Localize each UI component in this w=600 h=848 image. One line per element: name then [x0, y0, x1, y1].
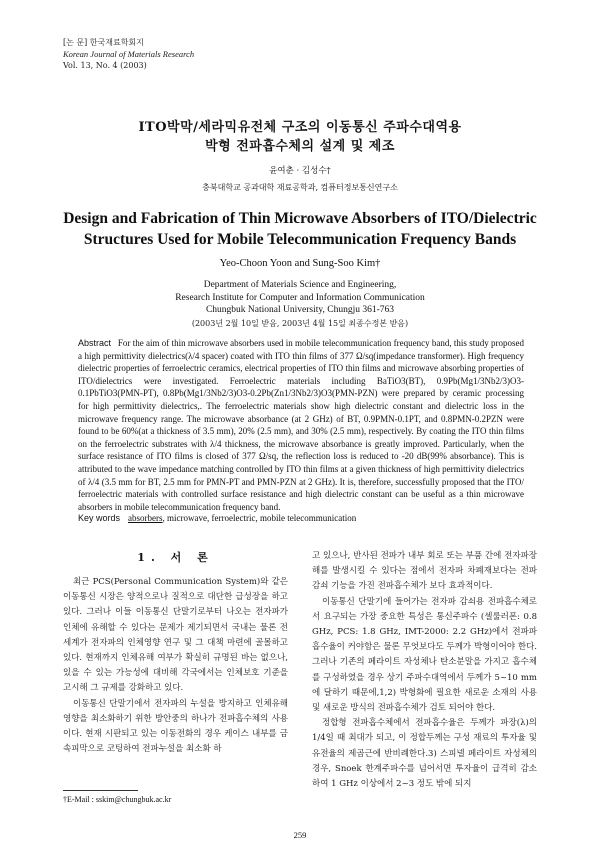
section-heading-introduction: 1. 서 론 [137, 551, 214, 564]
footnote-email: †E-Mail : sskim@chungbuk.ac.kr [63, 795, 172, 804]
left-paragraph-2: 이동통신 단말기에서 전자파의 누설을 방지하고 인체유해 영향을 최소화하기 위한 방안중의 하나가 전파흡수체의 사용이다. 현재 시판되고 있는 이동전화의 경우 케이스 내부를 금속피막으로 코팅하여 전파누설을 최소화 하 [63, 698, 288, 755]
english-authors: Yeo-Choon Yoon and Sung-Soo Kim† [219, 258, 381, 269]
korean-authors: 윤여춘 · 김성수† [269, 166, 331, 176]
korean-affiliation: 충북대학교 공과대학 재료공학과, 컴퓨터정보통신연구소 [202, 183, 398, 192]
journal-header [63, 37, 194, 72]
korean-title-line1: ITO박막/세라믹유전체 구조의 이동통신 주파수대역용 [138, 120, 462, 135]
left-column [63, 575, 288, 757]
keywords [78, 513, 524, 523]
right-paragraph-3: 정합형 전파흡수체에서 전파흡수율은 두께가 파장(λ)의 1/4일 때 최대가 되고, 이 정합두께는 구성 재료의 투자율 및 유전율의 제곱근에 반비례한다.3) 스피넬 페라이트 자성체의 경우, Snoek 한계주파수를 넘어서면 투자율이 급격히 감소하여 1 GHz 이상에서 2~3 정도 밖에 되지 [312, 718, 537, 790]
page-number: 259 [293, 830, 307, 840]
abstract-label: Abstract [78, 338, 112, 348]
keyword-first: absorbers [128, 513, 163, 523]
received-dates: (2003년 2월 10일 받음, 2003년 4월 15일 최종수정본 받음) [191, 319, 409, 328]
journal-volume: Vol. 13, No. 4 (2003) [63, 61, 147, 70]
journal-korean-name: [논 문] 한국재료학회지 [63, 38, 144, 47]
korean-title-line2: 박형 전파흡수체의 설계 및 제조 [205, 139, 395, 154]
right-column [312, 549, 537, 792]
english-title-line1: Design and Fabrication of Thin Microwave Absorbers of ITO/Dielectric [63, 210, 537, 227]
abstract [78, 337, 524, 513]
english-title-line2: Structures Used for Mobile Telecommunication Frequency Bands [83, 231, 517, 248]
right-paragraph-2: 이동통신 단말기에 들어가는 전자파 감쇠용 전파흡수체로서 요구되는 가장 중요한 특성은 통신주파수 (셀룰러폰: 0.8 GHz, PCS: 1.8 GHz, IMT-2000: 2.2 GHz)에서 전파파 흡수율이 커야함은 물론 무엇보다도 두께가 박형이어야 한다. 그러나 기존의 페라이트 자성체나 탄소분말을 가지고 흡수체를 구성하였을 경우 상기 주파수대역에서 두께가 5~10 mm에 달하기 때문에,1,2) 박형화에 필요한 새로운 소재의 사용 및 새로운 방식의 전파흡수체가 검토 되어야 한다. [312, 596, 537, 714]
left-paragraph-1: 최근 PCS(Personal Communication System)와 같은 이동통신 시장은 양적으로나 질적으로 대단한 급성장을 하고 있다. 그러나 이들 이동통신 단말기로부터 나오는 전자파가 인체에 유해할 수 있다는 문제가 제기되면서 국내는 물론 전 세계가 전자파의 인체영향 연구 및 그 대책 마련에 골몰하고 있다. 현재까지 인체유해 여부가 확실히 규명된 바는 없으나, 있을 수 있는 가능성에 대비해 각국에서는 인체보호 기준을 고시해 그 규제를 강화하고 있다. [63, 577, 288, 694]
footnote-rule [63, 790, 138, 791]
english-affiliation-line2: Research Institute for Computer and Information Communication [175, 292, 425, 303]
keywords-label: Key words [78, 513, 121, 523]
english-affiliation-line1: Department of Materials Science and Engineering, [203, 280, 397, 290]
english-title [0, 208, 600, 250]
journal-english-name: Korean Journal of Materials Research [63, 48, 195, 59]
abstract-text: For the aim of thin microwave absorbers used in mobile telecommunication frequency band, this study proposed a high permittivity dielectrics(λ/4 spacer) coated with ITO thin films of 377 Ω/sq(impedance transformer). High frequency dielectric properties of ferroelectric ceramics, electrical properties of ITO thin films and microwave absorbing properties of ITO/dielectrics were investigated. Ferroelectric materials including BaTiO3(BT), 0.9Pb(Mg1/3Nb2/3)O3-0.1PbTiO3(PMN-PT), 0.8Pb(Mg1/3Nb2/3)O3-0.2Pb(Zn1/3Nb2/3)O3(PMN-PZN) were prepared by ceramic processing for high permittivity dielectrics,. The ferroelectric materials show high dielectric constant and dielectric loss in the microwave frequency range. The microwave absorbance (at 2 GHz) of BT, 0.9PMN-0.1PT, and 0.8PMN-0.2PZN were found to be 60%(at a thickness of 3.5 mm), 20% (2.5 mm), and 30% (2.5 mm), respectively. By coating the ITO thin films on the ferroelectric substrates with λ/4 thickness, the microwave absorbance is greatly improved. Particularly, when the surface resistance of ITO films is closed of 377 Ω/sq, the reflection loss is reduced to -20 dB(99% absorbance). This is attributed to the wave impedance matching controlled by ITO thin films at a given thickness of high permittivity dielectrics of λ/4 (3.5 mm for BT, 2.5 mm for PMN-PT and PMN-PZN at 2 GHz). It is, therefore, successfully proposed that the ITO/ ferroelectric materials with controlled surface resistance and high dielectric constant can be useful as a thin microwave absorbers in mobile telecommunication frequency band. [78, 338, 525, 512]
right-paragraph-1: 고 있으나, 반사된 전파가 내부 회로 또는 부품 간에 전자파장해를 발생시킬 수 있다는 점에서 전자파 차폐재보다는 전파 감쇠 기능을 가진 전파흡수체가 보다 효과적이다. [312, 551, 537, 592]
english-affiliation-line3: Chungbuk National University, Chungju 361-763 [205, 305, 395, 315]
korean-title [0, 118, 600, 156]
english-affiliation [0, 279, 600, 317]
keywords-rest: , microwave, ferroelectric, mobile telecommunication [162, 513, 357, 523]
